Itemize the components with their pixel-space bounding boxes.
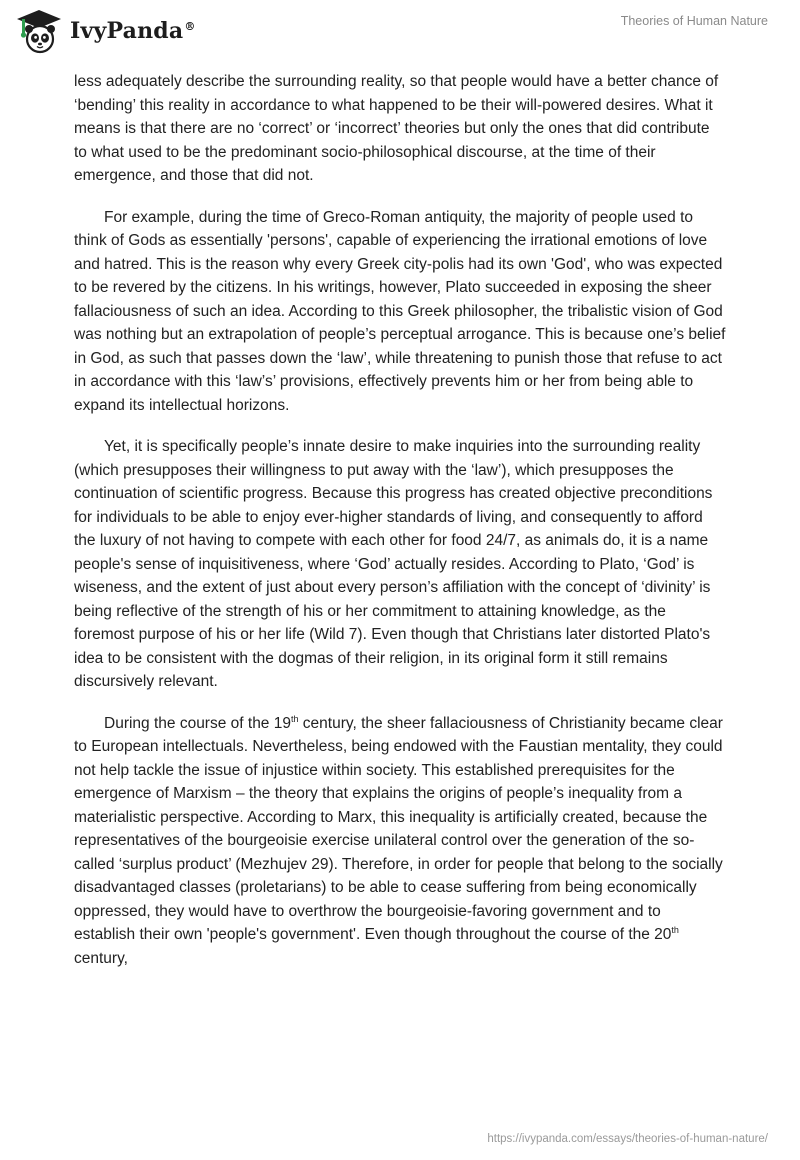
paragraph-3: Yet, it is specifically people’s innate desire to make inquiries into the surrounding reality (which presupposes their willingness to put away with the ‘law’), which presupposes the continuation of scientific progress. Because this progress has created objective preconditions for individuals to be able to enjoy ever-higher standards of living, and consequently to afford the luxury of not having to compete with each other for food 24/7, as animals do, it is a name people's sense of inquisitiveness, where ‘God’ actually resides. According to Plato, ‘God’ is wiseness, and the extent of just about every person’s affiliation with the concept of ‘divinity’ is being reflective of the strength of his or her commitment to attaining knowledge, as the foremost purpose of his or her life (Wild 7). Even though that Christians later distorted Plato's idea to be consistent with the dogmas of their religion, in its original form it still remains discursively relevant.	[74, 438, 713, 690]
source-url-link[interactable]: https://ivypanda.com/essays/theories-of-human-nature/	[487, 1133, 768, 1145]
essay-body	[74, 70, 726, 970]
paragraph-4: During the course of the 19th century, the sheer fallaciousness of Christianity became clear to European intellectuals. Nevertheless, being endowed with the Faustian mentality, they could not help tackle the issue of injustice within society. This established prerequisites for the emergence of Marxism – the theory that explains the origins of people’s inequality from a materialistic perspective. According to Marx, this inequality is artificially created, because the representatives of the bourgeoisie exercise unilateral control over the generation of the so-called ‘surplus product’ (Mezhujev 29). Therefore, in order for people that belong to the socially disadvantaged classes (proletarians) to be able to cease suffering from being economically oppressed, they would have to overthrow the bourgeoisie-favoring government and to establish their own 'people's government'. Even though throughout the course of the 20th century,	[74, 713, 723, 967]
page-header	[0, 0, 800, 70]
paragraph-1: less adequately describe the surrounding reality, so that people would have a better chance of ‘bending’ this reality in accordance to what happened to be their will-powered desires. What it means is that there are no ‘correct’ or ‘incorrect’ theories but only the ones that did contribute to what used to be the predominant socio-philosophical discourse, at the time of their emergence, and those that did not.	[74, 73, 719, 184]
brand-name: IvyPanda®	[70, 18, 196, 44]
ordinal-superscript: th	[671, 924, 679, 935]
paragraph-2: For example, during the time of Greco-Roman antiquity, the majority of people used to think of Gods as essentially 'persons', capable of experiencing the irrational emotions of love and hatred. This is the reason why every Greek city-polis had its own 'God', who was expected to be revered by the citizens. In his writings, however, Plato succeeded in exposing the sheer fallaciousness of such an idea. According to this Greek philosopher, the tribalistic vision of God was nothing but an extrapolation of people’s perceptual arrogance. This is because one’s belief in God, as such that passes down the ‘law’, while threatening to punish those that refuse to act in accordance with this ‘law’s’ provisions, effectively prevents him or her from being able to expand its intellectual horizons.	[74, 208, 726, 414]
brand-logo[interactable]	[14, 8, 196, 54]
panda-graduation-cap-icon	[14, 8, 64, 54]
registered-mark: ®	[184, 19, 196, 33]
ordinal-superscript: th	[290, 713, 299, 724]
document-title: Theories of Human Nature	[620, 14, 768, 28]
